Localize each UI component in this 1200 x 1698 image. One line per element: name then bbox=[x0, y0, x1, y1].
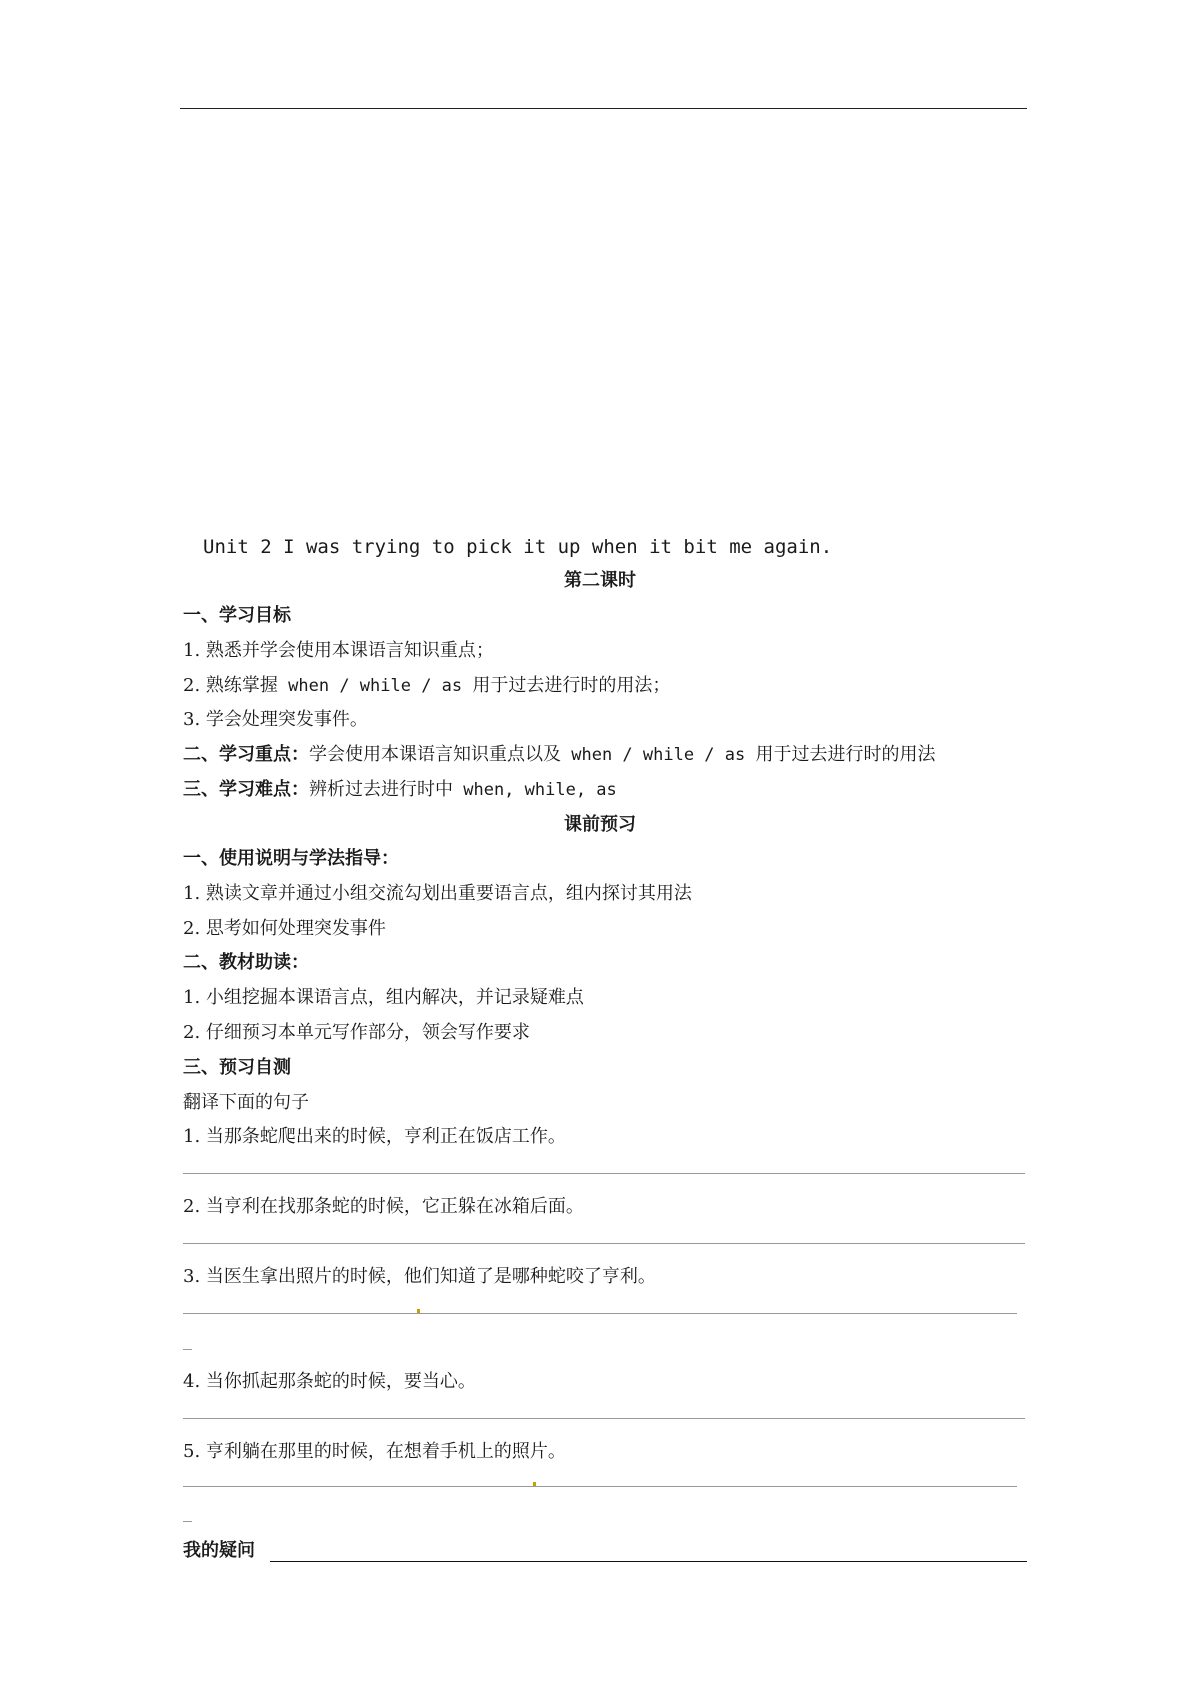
preview-title: 课前预习 bbox=[564, 814, 636, 835]
key-points-heading: 二、学习重点： bbox=[183, 744, 309, 765]
objective-text: 2. 熟练掌握 bbox=[183, 675, 278, 696]
guide-heading: 一、使用说明与学法指导： bbox=[183, 848, 399, 869]
material-heading: 二、教材助读： bbox=[183, 952, 309, 973]
header-rule bbox=[180, 108, 1027, 109]
speck-mark bbox=[533, 1482, 536, 1486]
sentence-4: 4. 当你抓起那条蛇的时候，要当心。 bbox=[183, 1371, 476, 1392]
sentence-2: 2. 当亨利在找那条蛇的时候，它正躲在冰箱后面。 bbox=[183, 1196, 584, 1217]
my-question-label: 我的疑问 bbox=[183, 1540, 255, 1561]
objective-item: 3. 学会处理突发事件。 bbox=[183, 709, 368, 730]
answer-line-3[interactable] bbox=[183, 1313, 1017, 1314]
speck-mark bbox=[417, 1309, 420, 1313]
difficulties bbox=[183, 778, 617, 802]
lesson-title: 第二课时 bbox=[564, 570, 636, 591]
key-points bbox=[183, 743, 935, 767]
objective-item: 1. 熟悉并学会使用本课语言知识重点； bbox=[183, 640, 494, 661]
material-item: 2. 仔细预习本单元写作部分，领会写作要求 bbox=[183, 1022, 530, 1043]
material-item: 1. 小组挖掘本课语言点，组内解决，并记录疑难点 bbox=[183, 987, 584, 1008]
sentence-5: 5. 亨利躺在那里的时候，在想着手机上的照片。 bbox=[183, 1441, 566, 1462]
guide-item: 1. 熟读文章并通过小组交流勾划出重要语言点，组内探讨其用法 bbox=[183, 883, 692, 904]
answer-line-5-continued bbox=[183, 1521, 192, 1522]
key-points-text: 学会使用本课语言知识重点以及 bbox=[309, 744, 561, 765]
answer-line-2[interactable] bbox=[183, 1243, 1025, 1244]
answer-line-1[interactable] bbox=[183, 1173, 1025, 1174]
difficulties-text: 辨析过去进行时中 bbox=[309, 779, 453, 800]
answer-line-5[interactable] bbox=[183, 1486, 1017, 1487]
objective-keywords: when / while / as bbox=[277, 676, 473, 696]
objective-item bbox=[183, 674, 670, 698]
guide-item: 2. 思考如何处理突发事件 bbox=[183, 918, 386, 939]
answer-line-4[interactable] bbox=[183, 1418, 1025, 1419]
selftest-instruction: 翻译下面的句子 bbox=[183, 1092, 309, 1113]
difficulties-keywords: when, while, as bbox=[453, 780, 617, 800]
answer-line-3-continued bbox=[183, 1349, 192, 1350]
sentence-3: 3. 当医生拿出照片的时候，他们知道了是哪种蛇咬了亨利。 bbox=[183, 1266, 656, 1287]
unit-title: Unit 2 I was trying to pick it up when it bit me again. bbox=[203, 536, 833, 558]
key-points-text-rest: 用于过去进行时的用法 bbox=[755, 744, 936, 765]
objective-text-rest: 用于过去进行时的用法； bbox=[472, 675, 671, 696]
selftest-heading: 三、预习自测 bbox=[183, 1057, 291, 1078]
key-points-keywords: when / while / as bbox=[561, 745, 756, 765]
objectives-heading: 一、学习目标 bbox=[183, 605, 291, 626]
difficulties-heading: 三、学习难点： bbox=[183, 779, 309, 800]
sentence-1: 1. 当那条蛇爬出来的时候，亨利正在饭店工作。 bbox=[183, 1126, 566, 1147]
my-question-line[interactable] bbox=[270, 1561, 1027, 1562]
